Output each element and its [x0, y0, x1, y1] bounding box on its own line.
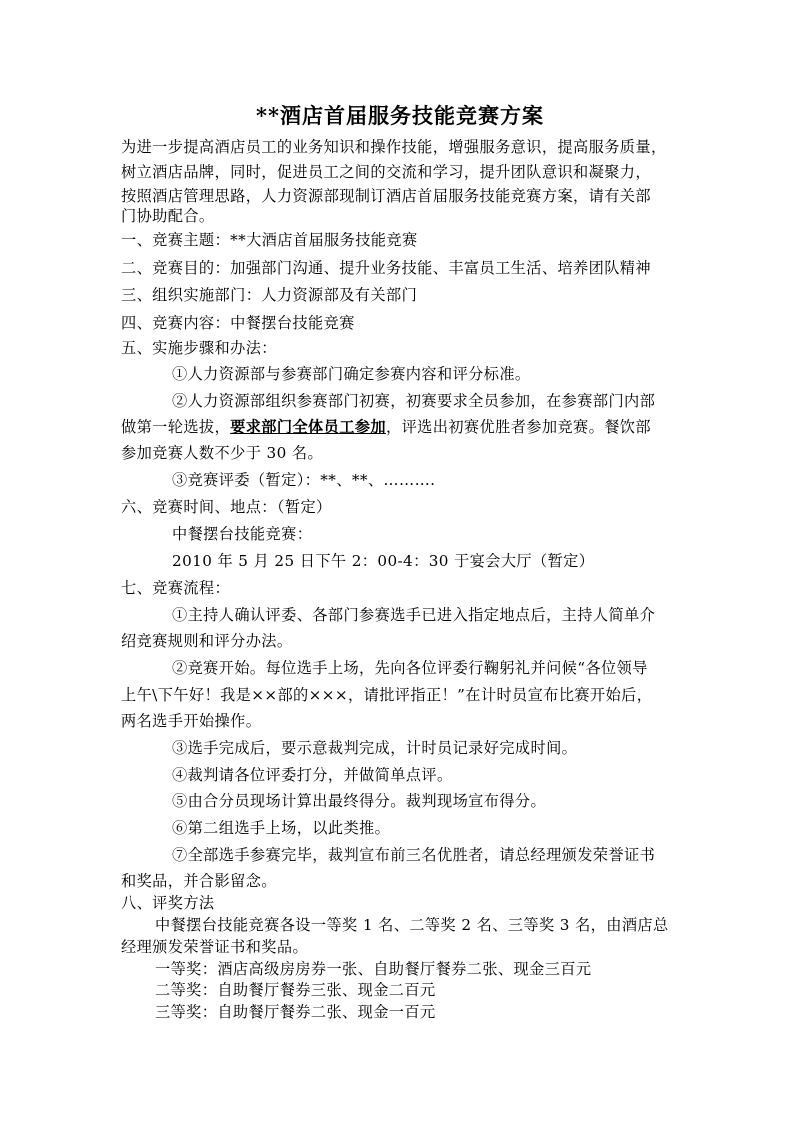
flow-line: ④裁判请各位评委打分，并做简单点评。 [172, 766, 453, 784]
flow-line: 和奖品，并合影留念。 [121, 872, 277, 890]
flow-line: 上午\下午好！我是××部的×××，请批评指正！”在计时员宣布比赛开始后， [121, 686, 653, 704]
flow-line: ⑥第二组选手上场，以此类推。 [172, 819, 391, 837]
flow-line: ③选手完成后，要示意裁判完成，计时员记录好完成时间。 [172, 739, 578, 757]
section-steps: 五、实施步骤和办法： [121, 339, 277, 357]
section-awards: 八、评奖方法 [121, 894, 215, 912]
flow-line: ⑦全部选手参赛完毕，裁判宣布前三名优胜者，请总经理颁发荣誉证书 [172, 846, 656, 864]
flow-line: 绍竞赛规则和评分办法。 [121, 632, 293, 650]
intro-line: 按照酒店管理思路，人力资源部现制订酒店首届服务技能竞赛方案，请有关部 [121, 187, 651, 205]
intro-line: 门协助配合。 [121, 207, 215, 225]
emphasis-text: 要求部门全体员工参加 [230, 418, 386, 436]
step-3: ③竞赛评委（暂定）：**、**、………. [172, 471, 436, 489]
flow-line: 两名选手开始操作。 [121, 712, 262, 730]
award-third: 三等奖：自助餐厅餐券二张、现金一百元 [155, 1003, 436, 1021]
section-theme: 一、竞赛主题：**大酒店首届服务技能竞赛 [121, 231, 418, 249]
step-2-line3: 参加竞赛人数不少于 30 名。 [121, 444, 324, 462]
awards-line: 经理颁发荣誉证书和奖品。 [121, 938, 309, 956]
document-title: **酒店首届服务技能竞赛方案 [256, 103, 544, 128]
awards-line: 中餐摆台技能竞赛各设一等奖 1 名、二等奖 2 名、三等奖 3 名，由酒店总 [155, 916, 669, 934]
flow-line: ②竞赛开始。每位选手上场，先向各位评委行鞠躬礼并问候“各位领导 [172, 659, 648, 677]
step-2-text: ，评选出初赛优胜者参加竞赛。餐饮部 [386, 418, 651, 436]
step-1: ①人力资源部与参赛部门确定参赛内容和评分标准。 [172, 365, 531, 383]
schedule-time: 2010 年 5 月 25 日下午 2：00-4：30 于宴会大厅（暂定） [172, 552, 595, 570]
intro-line: 为进一步提高酒店员工的业务知识和操作技能，增强服务意识，提高服务质量， [121, 138, 667, 156]
step-2: ②人力资源部组织参赛部门初赛，初赛要求全员参加，在参赛部门内部 [172, 392, 656, 410]
schedule-event: 中餐摆台技能竞赛： [172, 525, 313, 543]
section-organizer: 三、组织实施部门：人力资源部及有关部门 [121, 286, 418, 304]
intro-line: 树立酒店品牌，同时，促进员工之间的交流和学习，提升团队意识和凝聚力， [121, 163, 651, 181]
section-content: 四、竞赛内容：中餐摆台技能竞赛 [121, 314, 355, 332]
section-schedule: 六、竞赛时间、地点：（暂定） [121, 498, 332, 516]
flow-line: ⑤由合分员现场计算出最终得分。裁判现场宣布得分。 [172, 792, 547, 810]
section-purpose: 二、竞赛目的：加强部门沟通、提升业务技能、丰富员工生活、培养团队精神 [121, 259, 651, 277]
award-second: 二等奖：自助餐厅餐券三张、现金二百元 [155, 981, 436, 999]
step-2-text: 做第一轮选拔， [121, 418, 231, 436]
flow-line: ①主持人确认评委、各部门参赛选手已进入指定地点后，主持人简单介 [172, 606, 656, 624]
step-2-line2 [121, 417, 651, 437]
section-flow: 七、竞赛流程： [121, 579, 231, 597]
award-first: 一等奖：酒店高级房房券一张、自助餐厅餐券二张、现金三百元 [155, 960, 592, 978]
